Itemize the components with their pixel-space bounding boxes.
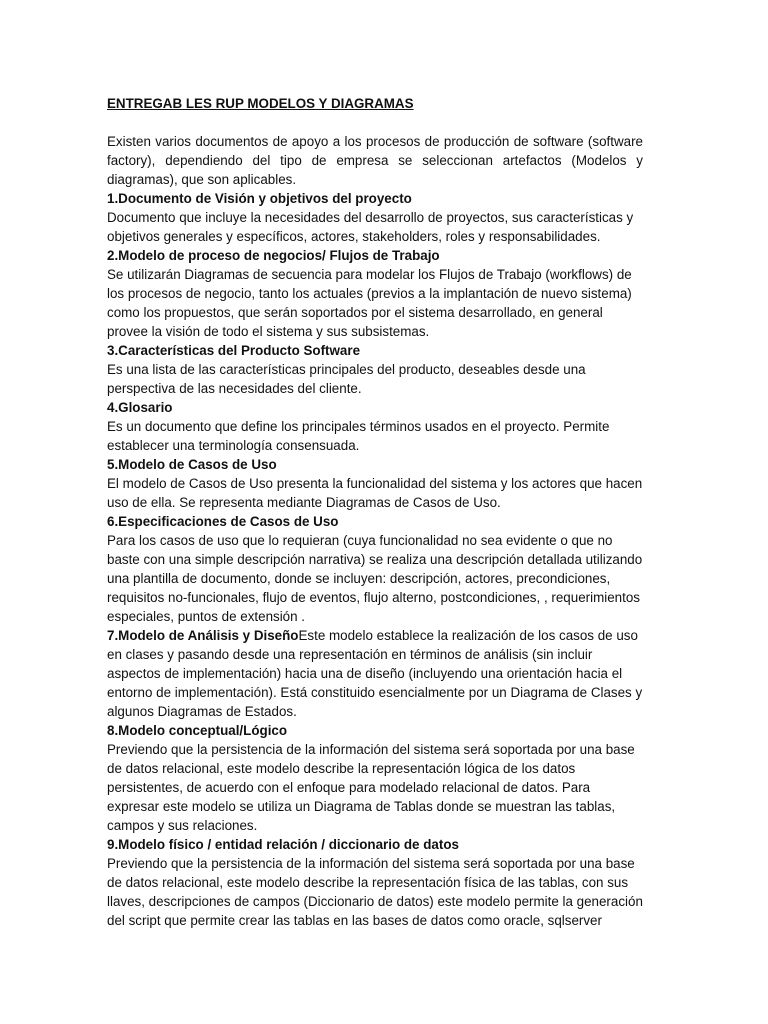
section-product-features: [107, 341, 643, 398]
section-body: Previendo que la persistencia de la información del sistema será soportada por una base de datos relacional, este modelo describe la representación lógica de los datos persistentes, de acuerdo con el enfoque para modelado relacional de datos. Para expresar este modelo se utiliza un Diagrama de Tablas donde se muestran las tablas, campos y sus relaciones.: [107, 742, 635, 833]
section-body: Para los casos de uso que lo requieran (cuya funcionalidad no sea evidente o que no baste con una simple descripción narrativa) se realiza una descripción detallada utilizando una plantilla de documento, donde se incluyen: descripción, actores, precondiciones, requisitos no-funcionales, flujo de eventos, flujo alterno, postcondiciones, , requerimientos especiales, puntos de extensión .: [107, 533, 643, 624]
section-body: El modelo de Casos de Uso presenta la funcionalidad del sistema y los actores que hacen uso de ella. Se representa mediante Diagramas de Casos de Uso.: [107, 476, 643, 510]
section-vision: [107, 189, 643, 246]
section-logical-model: [107, 721, 643, 835]
section-glossary: [107, 398, 643, 455]
section-use-case-specs: [107, 512, 643, 626]
section-heading: 5.Modelo de Casos de Uso: [107, 457, 277, 472]
section-heading: 2.Modelo de proceso de negocios/ Flujos de Trabajo: [107, 248, 440, 263]
section-heading: 8.Modelo conceptual/Lógico: [107, 723, 288, 738]
section-business-process: [107, 246, 643, 341]
intro-paragraph: Existen varios documentos de apoyo a los procesos de producción de software (software factory), dependiendo del tipo de empresa se seleccionan artefactos (Modelos y diagramas), que son aplicables.: [107, 134, 643, 187]
section-physical-model: [107, 835, 643, 930]
section-heading: 9.Modelo físico / entidad relación / diccionario de datos: [107, 837, 459, 852]
section-heading: 6.Especificaciones de Casos de Uso: [107, 514, 339, 529]
document-title: ENTREGAB LES RUP MODELOS Y DIAGRAMAS: [107, 96, 414, 111]
section-use-case-model: [107, 455, 643, 512]
section-heading: 3.Características del Producto Software: [107, 343, 361, 358]
section-heading: 4.Glosario: [107, 400, 173, 415]
section-heading: 1.Documento de Visión y objetivos del proyecto: [107, 191, 412, 206]
section-body: Es un documento que define los principales términos usados en el proyecto. Permite establecer una terminología consensuada.: [107, 419, 610, 453]
section-analysis-design: [107, 626, 643, 721]
document-page: [107, 94, 643, 930]
section-body: Previendo que la persistencia de la información del sistema será soportada por una base de datos relacional, este modelo describe la representación física de las tablas, con sus llaves, descripciones de campos (Diccionario de datos) este modelo permite la generación del script que permite crear las tablas en las bases de datos como oracle, sqlserver: [107, 856, 643, 928]
section-heading: 7.Modelo de Análisis y Diseño: [107, 628, 299, 643]
section-body-text: Este modelo establece la realización de los casos de uso en clases y pasando desde una representación en términos de análisis (sin incluir aspectos de implementación) hacia una de diseño (incluyendo una orientación hacia el entorno de implementación). Está constituido esencialmente por un Diagrama de Clases y algunos Diagramas de Estados.: [107, 628, 643, 719]
section-body: Documento que incluye la necesidades del desarrollo de proyectos, sus características y objetivos generales y específicos, actores, stakeholders, roles y responsabilidades.: [107, 210, 634, 244]
section-body: Es una lista de las características principales del producto, deseables desde una perspectiva de las necesidades del cliente.: [107, 362, 586, 396]
section-body: Se utilizarán Diagramas de secuencia para modelar los Flujos de Trabajo (workflows) de los procesos de negocio, tanto los actuales (previos a la implantación de nuevo sistema) como los propuestos, que serán soportados por el sistema desarrollado, en general provee la visión de todo el sistema y sus subsistemas.: [107, 267, 632, 339]
section-body-inline: [107, 626, 643, 721]
